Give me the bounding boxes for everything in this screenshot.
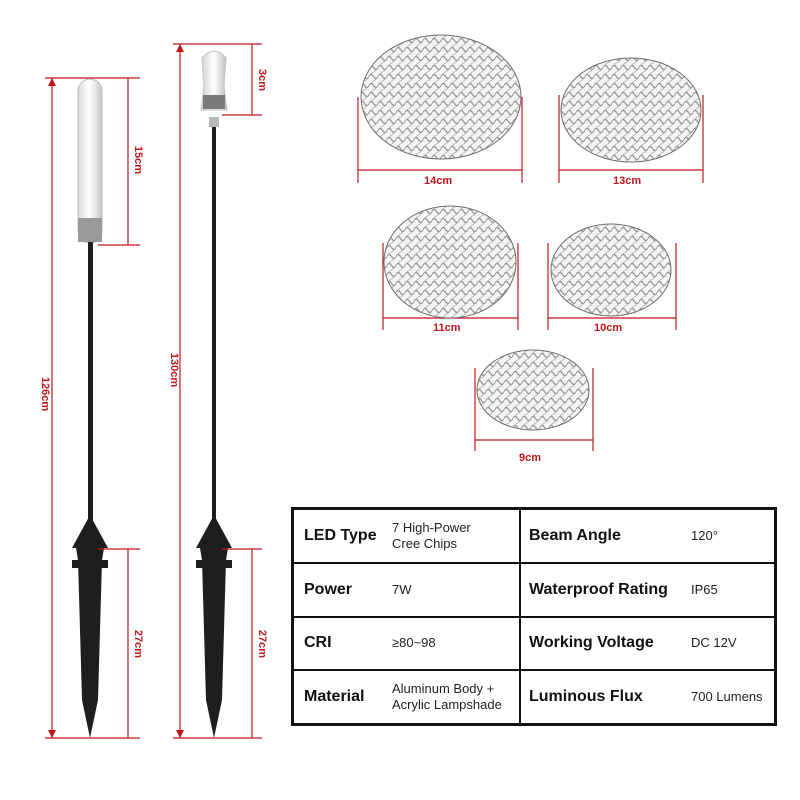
spec-value: 7W: [392, 581, 412, 597]
right-lamp: [196, 51, 232, 738]
spec-value: IP65: [691, 581, 718, 597]
spec-label: Waterproof Rating: [529, 580, 668, 598]
right-stake: [200, 548, 228, 738]
spec-label: Power: [304, 580, 353, 598]
wire-shade-14cm: [361, 35, 521, 159]
right-stake-collar: [196, 515, 232, 548]
spec-value: ≥80~98: [392, 635, 436, 651]
wire-shades: [361, 35, 701, 430]
dim-left-total-label: 126cm: [39, 376, 52, 412]
spec-cell-waterproof: [520, 563, 775, 617]
left-lamp-base-ring: [78, 218, 102, 242]
right-connector: [209, 117, 219, 127]
spec-cell-cri: [293, 617, 520, 671]
spec-label: Beam Angle: [529, 526, 621, 544]
wire-shade-13cm: [561, 58, 701, 162]
dim-right-stake-label: 27cm: [256, 629, 269, 659]
shade-label-9cm: 9cm: [519, 452, 542, 464]
left-stake-collar: [72, 515, 108, 548]
right-stake-fins: [196, 560, 232, 568]
spec-label: LED Type: [304, 526, 377, 544]
spec-cell-material: [293, 670, 520, 724]
spec-value: 7 High-Power Cree Chips: [392, 519, 471, 551]
spec-cell-led-type: [293, 509, 520, 563]
spec-label: Material: [304, 688, 365, 706]
spec-label: Working Voltage: [529, 634, 654, 652]
spec-label: Luminous Flux: [529, 688, 643, 706]
wire-shade-11cm: [384, 206, 516, 318]
right-pole: [212, 127, 216, 524]
spec-cell-luminous-flux: [520, 670, 775, 724]
dim-right-cap-label: 3cm: [256, 68, 269, 92]
wire-shade-10cm: [551, 224, 671, 316]
dim-left-stake-label: 27cm: [132, 629, 145, 659]
left-stake: [76, 548, 104, 738]
shade-label-10cm: 10cm: [594, 322, 623, 334]
shade-label-13cm: 13cm: [613, 175, 642, 187]
spec-value: Aluminum Body + Acrylic Lampshade: [392, 681, 502, 713]
wire-shade-9cm: [477, 350, 589, 430]
shade-label-11cm: 11cm: [433, 322, 461, 334]
left-pole: [88, 242, 93, 524]
spec-value: 700 Lumens: [691, 689, 763, 705]
spec-value: 120°: [691, 527, 718, 543]
dim-right-total-label: 130cm: [168, 352, 181, 388]
spec-cell-beam-angle: [520, 509, 775, 563]
spec-label: CRI: [304, 634, 332, 652]
left-lamp: [72, 79, 108, 738]
spec-table: [291, 507, 777, 726]
dim-left-shade-label: 15cm: [132, 145, 145, 175]
spec-cell-voltage: [520, 617, 775, 671]
right-cap-ring: [203, 95, 225, 109]
spec-cell-power: [293, 563, 520, 617]
left-stake-fins: [72, 560, 108, 568]
spec-value: DC 12V: [691, 635, 737, 651]
shade-label-14cm: 14cm: [424, 175, 453, 187]
